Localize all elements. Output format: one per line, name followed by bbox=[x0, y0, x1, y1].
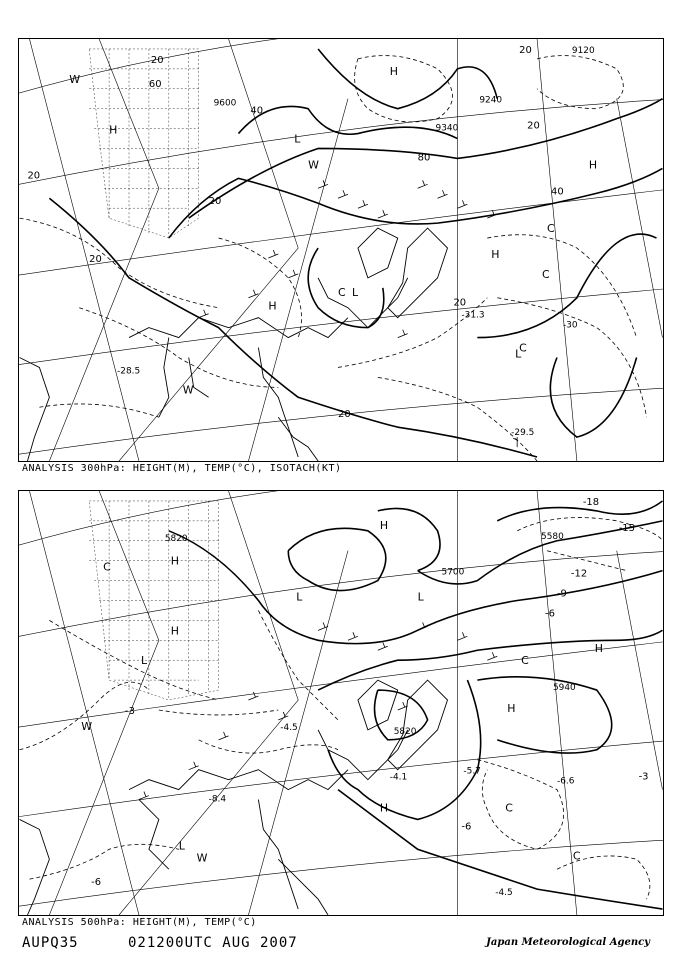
isotach-label: 20 bbox=[89, 253, 102, 265]
height-label: 9120 bbox=[571, 45, 595, 56]
latitude-lines bbox=[19, 491, 663, 909]
isotach-label: 80 bbox=[417, 152, 431, 164]
high-center: H bbox=[268, 299, 277, 313]
isotherm-label: -3 bbox=[125, 705, 135, 717]
isotach-label: 20 bbox=[453, 297, 467, 309]
isotherm-label: -15 bbox=[618, 522, 635, 534]
temp-label: -5.7 bbox=[463, 766, 481, 777]
temp-label: -29.5 bbox=[511, 428, 535, 439]
agency-credit: Japan Meteorological Agency bbox=[486, 937, 650, 948]
height-label: 5820 bbox=[393, 726, 417, 737]
high-center: H bbox=[379, 801, 389, 815]
low-center: L bbox=[140, 654, 148, 668]
isotach-label: 20 bbox=[519, 44, 532, 56]
cold-center: C bbox=[338, 285, 346, 299]
isotach-label: 20 bbox=[208, 196, 222, 208]
isotach-label: 20 bbox=[150, 54, 164, 66]
isotherm-label: -6 bbox=[461, 821, 472, 833]
isotach-label: 20 bbox=[27, 170, 41, 182]
cold-center: C bbox=[572, 849, 581, 863]
isotach-label: 60 bbox=[148, 78, 162, 90]
low-center: L bbox=[351, 285, 359, 299]
valid-time: 021200UTC AUG 2007 bbox=[128, 935, 298, 951]
map-500hpa-drawing bbox=[19, 491, 663, 915]
cold-center: C bbox=[103, 560, 111, 574]
upper-air-map-500hpa bbox=[18, 490, 664, 916]
warm-center: W bbox=[69, 72, 81, 86]
height-label: 5940 bbox=[553, 683, 576, 694]
height-label: 5700 bbox=[441, 567, 465, 578]
height-contours bbox=[169, 501, 663, 909]
isotherm-label: -12 bbox=[570, 568, 588, 580]
latitude-lines bbox=[19, 39, 663, 457]
temp-label: -4.1 bbox=[389, 772, 408, 783]
isotherm-label: -18 bbox=[582, 496, 600, 508]
isotherm-label: -6 bbox=[91, 877, 102, 889]
high-center: H bbox=[594, 642, 604, 656]
temp-label: -4.5 bbox=[495, 888, 513, 899]
high-center: H bbox=[491, 247, 500, 261]
cold-center: C bbox=[505, 801, 513, 815]
warm-center: W bbox=[196, 851, 208, 865]
hatched-region bbox=[89, 501, 218, 700]
lower-chart-caption: ANALYSIS 500hPa: HEIGHT(M), TEMP(°C) bbox=[22, 917, 257, 928]
cold-center: C bbox=[542, 267, 550, 281]
height-label: 5820 bbox=[164, 533, 188, 544]
temp-label: -8.4 bbox=[208, 794, 227, 805]
isotach-label: 40 bbox=[250, 105, 264, 117]
warm-center: W bbox=[81, 719, 93, 733]
high-center: H bbox=[389, 64, 399, 78]
high-center: H bbox=[170, 554, 180, 568]
chart-id: AUPQ35 bbox=[22, 935, 79, 951]
cold-center: C bbox=[519, 341, 527, 355]
cold-center: C bbox=[521, 654, 529, 668]
isotherm-label: -9 bbox=[556, 588, 567, 600]
longitude-lines bbox=[29, 491, 662, 915]
isotach-label: 20 bbox=[338, 409, 351, 421]
low-center: L bbox=[296, 590, 303, 604]
high-center: H bbox=[379, 518, 389, 532]
high-center: H bbox=[170, 624, 180, 638]
temp-label: -28.5 bbox=[117, 366, 141, 377]
upper-chart-caption: ANALYSIS 300hPa: HEIGHT(M), TEMP(°C), ISOTACH(KT) bbox=[22, 463, 342, 474]
warm-center: W bbox=[308, 158, 319, 172]
temp-label: -31.3 bbox=[461, 310, 485, 321]
temp-label: -6.6 bbox=[556, 776, 575, 787]
height-label: 9600 bbox=[213, 98, 237, 109]
isotach-label: 40 bbox=[551, 186, 564, 198]
height-label: 9340 bbox=[435, 123, 459, 134]
coastlines bbox=[20, 680, 448, 915]
low-center: L bbox=[178, 839, 185, 853]
hatched-region bbox=[89, 49, 198, 238]
temp-label: -30 bbox=[562, 320, 578, 331]
upper-air-map-300hpa bbox=[18, 38, 664, 462]
low-center: L bbox=[515, 347, 522, 361]
isotherm-contours bbox=[20, 518, 663, 900]
low-center: L bbox=[294, 132, 301, 146]
high-center: H bbox=[588, 158, 598, 172]
longitude-lines bbox=[29, 39, 662, 461]
isotherm-label: -3 bbox=[638, 771, 649, 783]
map-300hpa-drawing bbox=[19, 39, 663, 461]
warm-center: W bbox=[182, 383, 194, 397]
isotherm-label: -6 bbox=[545, 608, 555, 620]
high-center: H bbox=[507, 701, 516, 715]
temp-label: -4.5 bbox=[280, 722, 298, 733]
high-center: H bbox=[109, 123, 118, 137]
cold-center: C bbox=[547, 222, 555, 236]
isotach-label: 20 bbox=[527, 120, 540, 132]
height-label: 5580 bbox=[541, 531, 564, 542]
low-center: L bbox=[417, 590, 424, 604]
height-label: 9240 bbox=[479, 95, 503, 106]
